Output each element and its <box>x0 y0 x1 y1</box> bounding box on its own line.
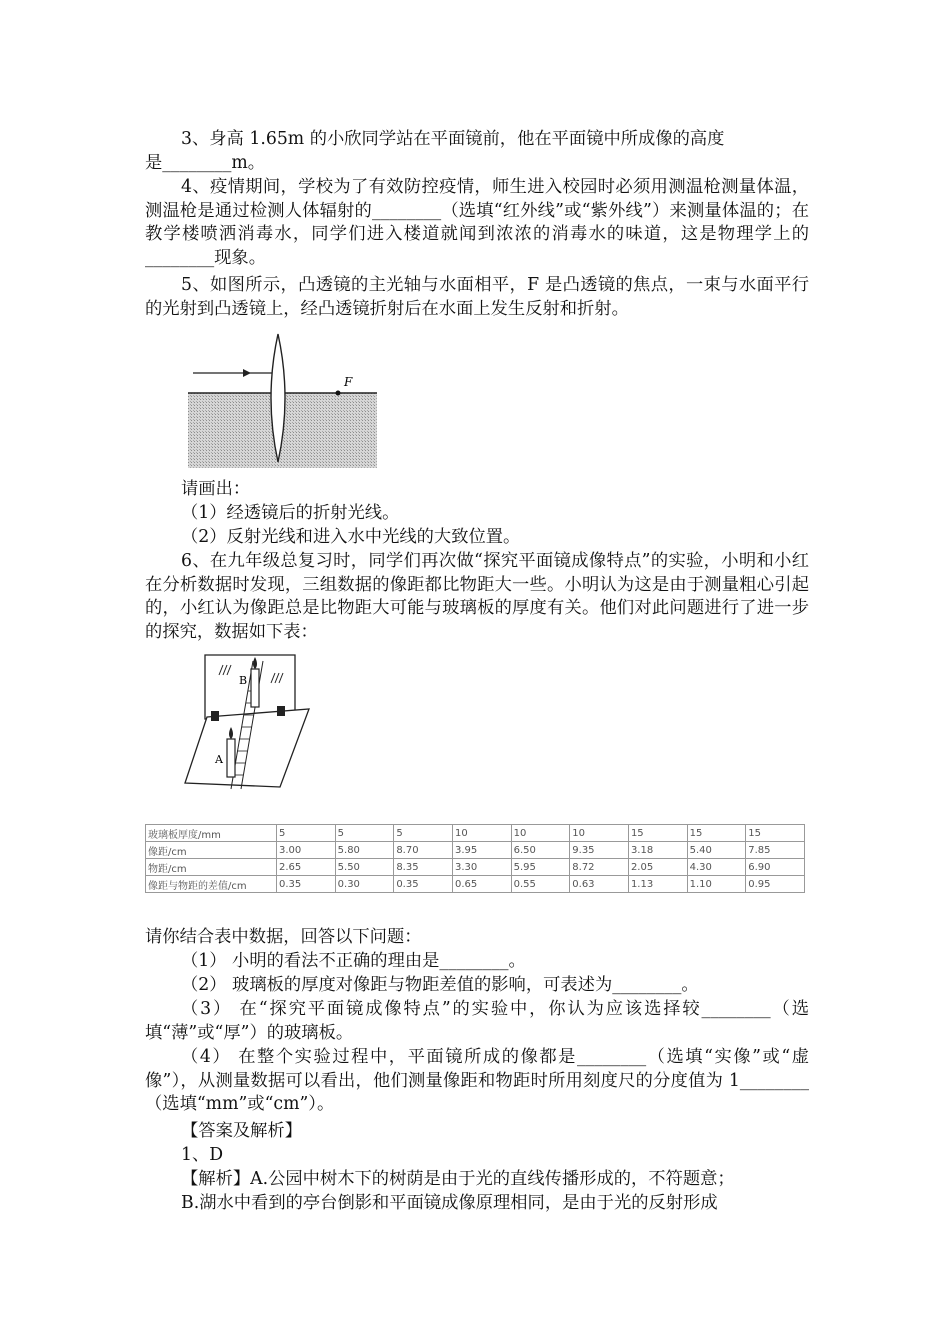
q5-prompt: 请画出： <box>181 479 251 499</box>
table-cell: 3.30 <box>452 859 511 876</box>
table-cell: 10 <box>570 825 629 842</box>
q4-paragraph: 4、疫情期间，学校为了有效防控疫情，师生进入校园时必须用测温枪测量体温，测温枪是通过检测人体辐射的________（选填“红外线”或“紫外线”）来测量体温的；在教学楼喷洒消毒水，同学们进入楼道就闻到浓浓的消毒水的味道，这是物理学上的________现象。 <box>145 177 809 268</box>
table-cell: 5 <box>277 825 336 842</box>
table-cell: 0.35 <box>394 876 453 893</box>
table-cell: 6.50 <box>511 842 570 859</box>
table-cell: 8.35 <box>394 859 453 876</box>
table-cell: 5.50 <box>335 859 394 876</box>
table-cell: 5 <box>335 825 394 842</box>
clamp-right <box>277 706 285 716</box>
table-row <box>146 825 805 842</box>
ray-arrow-icon <box>243 369 251 377</box>
data-table <box>145 824 805 893</box>
table-cell: 0.95 <box>746 876 805 893</box>
table-cell: 4.30 <box>687 859 746 876</box>
table-cell: 5.80 <box>335 842 394 859</box>
table-cell: 3.95 <box>452 842 511 859</box>
table-cell: 8.72 <box>570 859 629 876</box>
table-row-header: 玻璃板厚度/mm <box>146 825 277 842</box>
table-cell: 15 <box>746 825 805 842</box>
convex-lens-figure <box>188 330 378 470</box>
table-cell: 7.85 <box>746 842 805 859</box>
table-cell: 15 <box>687 825 746 842</box>
q5-item1: （1）经透镜后的折射光线。 <box>181 503 400 523</box>
table-row-header: 物距/cm <box>146 859 277 876</box>
mirror-experiment-figure <box>185 651 310 791</box>
q6-sub1: （1） 小明的看法不正确的理由是________。 <box>181 951 526 971</box>
q6-sub2: （2） 玻璃板的厚度对像距与物距差值的影响，可表述为________。 <box>181 975 699 995</box>
label-a: A <box>215 753 223 766</box>
q6-paragraph: 6、在九年级总复习时，同学们再次做“探究平面镜成像特点”的实验，小明和小红在分析数据时发现，三组数据的像距都比物距大一些。小明认为这是由于测量粗心引起的，小红认为像距总是比物距大可能与玻璃板的厚度有关。他们对此问题进行了进一步的探究，数据如下表： <box>145 551 809 642</box>
table-cell: 1.13 <box>628 876 687 893</box>
table-cell: 0.35 <box>277 876 336 893</box>
table-row-header: 像距/cm <box>146 842 277 859</box>
analysis-line1: 【解析】A.公园中树木下的树荫是由于光的直线传播形成的，不符题意； <box>181 1169 735 1189</box>
table-cell: 0.55 <box>511 876 570 893</box>
table-cell: 0.65 <box>452 876 511 893</box>
q3-line1: 3、身高 1.65m 的小欣同学站在平面镜前，他在平面镜中所成像的高度 <box>181 129 725 149</box>
table-cell: 10 <box>452 825 511 842</box>
table-cell: 15 <box>628 825 687 842</box>
table-row-header: 像距与物距的差值/cm <box>146 876 277 893</box>
focus-label: F <box>344 375 353 389</box>
candle-a <box>227 739 235 777</box>
q3-line2: 是________m。 <box>145 153 266 173</box>
clamp-left <box>211 711 219 721</box>
q6-ask: 请你结合表中数据，回答以下问题： <box>145 927 422 947</box>
table-cell: 3.18 <box>628 842 687 859</box>
table-cell: 2.05 <box>628 859 687 876</box>
table-cell: 6.90 <box>746 859 805 876</box>
table-row <box>146 842 805 859</box>
table-cell: 8.70 <box>394 842 453 859</box>
q5-item2: （2）反射光线和进入水中光线的大致位置。 <box>181 527 521 547</box>
analysis-line2: B.湖水中看到的亭台倒影和平面镜成像原理相同，是由于光的反射形成 <box>181 1193 718 1213</box>
table-cell: 5.95 <box>511 859 570 876</box>
label-b: B <box>239 674 248 687</box>
table-cell: 5 <box>394 825 453 842</box>
focus-point <box>336 391 341 396</box>
candle-b <box>251 669 259 707</box>
table-cell: 2.65 <box>277 859 336 876</box>
table-row <box>146 859 805 876</box>
table-cell: 5.40 <box>687 842 746 859</box>
q6-sub3: （3） 在“探究平面镜成像特点”的实验中，你认为应该选择较________（选填“薄”或“厚”）的玻璃板。 <box>145 999 809 1043</box>
q6-sub4: （4） 在整个实验过程中，平面镜所成的像都是________（选填“实像”或“虚像”），从测量数据可以看出，他们测量像距和物距时所用刻度尺的分度值为 1________（选填“mm”或“cm”）。 <box>145 1047 809 1115</box>
table-cell: 9.35 <box>570 842 629 859</box>
answers-heading: 【答案及解析】 <box>181 1121 302 1141</box>
table-cell: 0.30 <box>335 876 394 893</box>
table-board <box>185 709 309 787</box>
q5-paragraph: 5、如图所示，凸透镜的主光轴与水面相平，F 是凸透镜的焦点，一束与水面平行的光射到凸透镜上，经凸透镜折射后在水面上发生反射和折射。 <box>145 275 809 319</box>
answer-1: 1、D <box>181 1145 224 1165</box>
table-cell: 1.10 <box>687 876 746 893</box>
table-row <box>146 876 805 893</box>
table-cell: 10 <box>511 825 570 842</box>
table-cell: 0.63 <box>570 876 629 893</box>
table-cell: 3.00 <box>277 842 336 859</box>
